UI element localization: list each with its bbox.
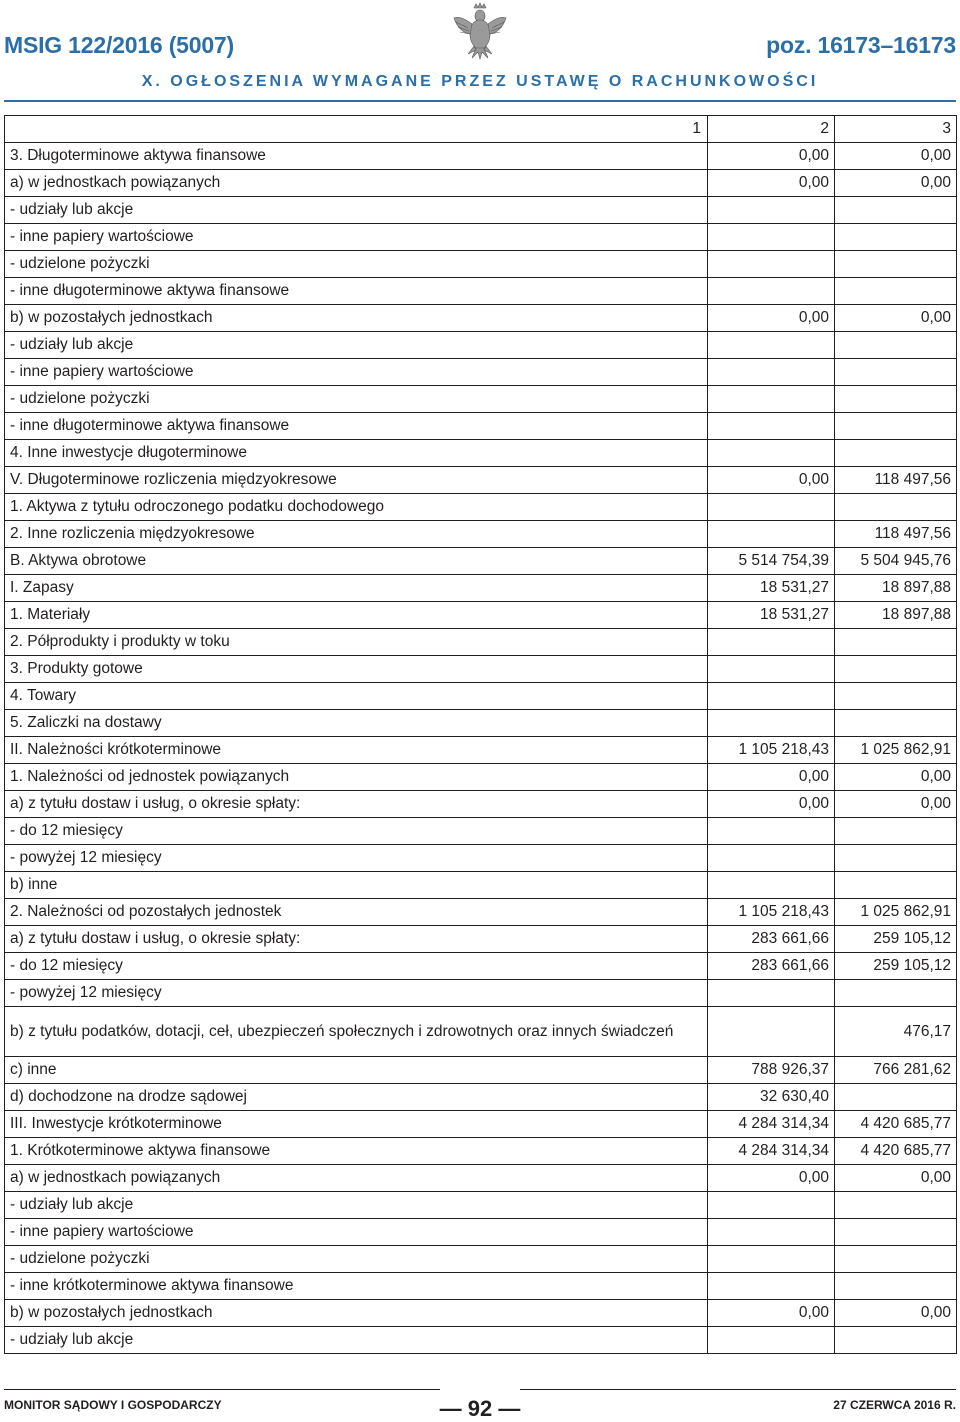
table-row xyxy=(5,305,957,332)
table-row xyxy=(5,1300,957,1327)
value-col-2 xyxy=(708,1327,835,1354)
issue-number: MSIG 122/2016 (5007) xyxy=(4,32,234,58)
value-col-3 xyxy=(835,278,957,305)
value-col-2: 788 926,37 xyxy=(708,1057,835,1084)
value-col-3: 5 504 945,76 xyxy=(835,548,957,575)
value-col-3: 0,00 xyxy=(835,764,957,791)
row-label: b) w pozostałych jednostkach xyxy=(5,1300,708,1327)
value-col-3 xyxy=(835,1246,957,1273)
position-number: poz. 16173–16173 xyxy=(766,32,956,58)
value-col-3: 118 497,56 xyxy=(835,521,957,548)
row-label: 3. Długoterminowe aktywa finansowe xyxy=(5,143,708,170)
value-col-3 xyxy=(835,197,957,224)
publication-date: 27 CZERWCA 2016 R. xyxy=(833,1398,956,1412)
row-label: a) z tytułu dostaw i usług, o okresie spłaty: xyxy=(5,791,708,818)
table-row xyxy=(5,224,957,251)
table-row xyxy=(5,899,957,926)
value-col-2: 0,00 xyxy=(708,170,835,197)
value-col-3: 18 897,88 xyxy=(835,575,957,602)
value-col-2 xyxy=(708,980,835,1007)
value-col-3: 0,00 xyxy=(835,143,957,170)
value-col-3: 476,17 xyxy=(835,1007,957,1057)
table-row xyxy=(5,548,957,575)
row-label: III. Inwestycje krótkoterminowe xyxy=(5,1111,708,1138)
value-col-3 xyxy=(835,332,957,359)
value-col-3 xyxy=(835,980,957,1007)
table-row xyxy=(5,764,957,791)
row-label: B. Aktywa obrotowe xyxy=(5,548,708,575)
row-label: - udzielone pożyczki xyxy=(5,1246,708,1273)
table-row xyxy=(5,1007,957,1057)
value-col-3: 1 025 862,91 xyxy=(835,899,957,926)
row-label: - do 12 miesięcy xyxy=(5,953,708,980)
value-col-2 xyxy=(708,440,835,467)
value-col-3: 0,00 xyxy=(835,305,957,332)
row-label: 1. Krótkoterminowe aktywa finansowe xyxy=(5,1138,708,1165)
value-col-3 xyxy=(835,494,957,521)
value-col-3 xyxy=(835,224,957,251)
row-label: II. Należności krótkoterminowe xyxy=(5,737,708,764)
table-row xyxy=(5,575,957,602)
value-col-2: 283 661,66 xyxy=(708,926,835,953)
value-col-2: 18 531,27 xyxy=(708,575,835,602)
row-label: 1. Materiały xyxy=(5,602,708,629)
value-col-3 xyxy=(835,359,957,386)
value-col-2: 0,00 xyxy=(708,305,835,332)
row-label: 3. Produkty gotowe xyxy=(5,656,708,683)
row-label: - powyżej 12 miesięcy xyxy=(5,980,708,1007)
row-label: 2. Inne rozliczenia międzyokresowe xyxy=(5,521,708,548)
value-col-2 xyxy=(708,845,835,872)
value-col-3: 4 420 685,77 xyxy=(835,1111,957,1138)
row-label: a) w jednostkach powiązanych xyxy=(5,1165,708,1192)
row-label: - powyżej 12 miesięcy xyxy=(5,845,708,872)
table-row xyxy=(5,1138,957,1165)
value-col-3: 259 105,12 xyxy=(835,926,957,953)
row-label: - udziały lub akcje xyxy=(5,1192,708,1219)
row-label: 1. Należności od jednostek powiązanych xyxy=(5,764,708,791)
table-row xyxy=(5,197,957,224)
value-col-3: 0,00 xyxy=(835,791,957,818)
polish-eagle-emblem-icon xyxy=(452,2,508,60)
table-row xyxy=(5,521,957,548)
table-header-row xyxy=(5,116,957,143)
row-label: a) w jednostkach powiązanych xyxy=(5,170,708,197)
row-label: b) inne xyxy=(5,872,708,899)
row-label: - inne papiery wartościowe xyxy=(5,1219,708,1246)
table-row xyxy=(5,332,957,359)
value-col-3: 259 105,12 xyxy=(835,953,957,980)
value-col-2: 0,00 xyxy=(708,143,835,170)
table-row xyxy=(5,926,957,953)
balance-sheet-table xyxy=(4,115,957,1354)
table-row xyxy=(5,494,957,521)
value-col-3 xyxy=(835,251,957,278)
table-row xyxy=(5,1327,957,1354)
row-label: - udzielone pożyczki xyxy=(5,386,708,413)
table-row xyxy=(5,1273,957,1300)
value-col-2: 0,00 xyxy=(708,1300,835,1327)
row-label: - udziały lub akcje xyxy=(5,197,708,224)
value-col-2 xyxy=(708,359,835,386)
value-col-3 xyxy=(835,845,957,872)
table-row xyxy=(5,818,957,845)
table-row xyxy=(5,845,957,872)
row-label: - inne papiery wartościowe xyxy=(5,224,708,251)
table-row xyxy=(5,737,957,764)
table-row xyxy=(5,386,957,413)
value-col-2 xyxy=(708,1273,835,1300)
value-col-2: 0,00 xyxy=(708,467,835,494)
table-row xyxy=(5,1192,957,1219)
value-col-3 xyxy=(835,1327,957,1354)
value-col-2 xyxy=(708,197,835,224)
value-col-2 xyxy=(708,656,835,683)
value-col-2: 283 661,66 xyxy=(708,953,835,980)
row-label: b) z tytułu podatków, dotacji, ceł, ubezpieczeń społecznych i zdrowotnych oraz innych świadczeń xyxy=(5,1007,708,1057)
row-label: - udziały lub akcje xyxy=(5,332,708,359)
table-row xyxy=(5,413,957,440)
table-row xyxy=(5,143,957,170)
value-col-2 xyxy=(708,494,835,521)
value-col-3 xyxy=(835,656,957,683)
row-label: d) dochodzone na drodze sądowej xyxy=(5,1084,708,1111)
value-col-2: 4 284 314,34 xyxy=(708,1138,835,1165)
value-col-3: 118 497,56 xyxy=(835,467,957,494)
publisher-name: MONITOR SĄDOWY I GOSPODARCZY xyxy=(4,1398,222,1412)
value-col-2 xyxy=(708,278,835,305)
value-col-2: 0,00 xyxy=(708,764,835,791)
value-col-3: 0,00 xyxy=(835,1300,957,1327)
value-col-3 xyxy=(835,1219,957,1246)
value-col-3 xyxy=(835,413,957,440)
column-header: 3 xyxy=(835,116,957,143)
row-label: - inne papiery wartościowe xyxy=(5,359,708,386)
table-row xyxy=(5,1165,957,1192)
value-col-3 xyxy=(835,1273,957,1300)
value-col-3 xyxy=(835,710,957,737)
column-header: 1 xyxy=(5,116,708,143)
row-label: c) inne xyxy=(5,1057,708,1084)
value-col-2: 1 105 218,43 xyxy=(708,899,835,926)
table-row xyxy=(5,791,957,818)
table-row xyxy=(5,170,957,197)
value-col-3 xyxy=(835,1084,957,1111)
value-col-2 xyxy=(708,413,835,440)
section-title: X. OGŁOSZENIA WYMAGANE PRZEZ USTAWĘ O RACHUNKOWOŚCI xyxy=(141,73,819,90)
table-row xyxy=(5,1111,957,1138)
column-header: 2 xyxy=(708,116,835,143)
value-col-3 xyxy=(835,872,957,899)
balance-sheet-body xyxy=(5,116,957,1354)
value-col-2 xyxy=(708,386,835,413)
value-col-3 xyxy=(835,1192,957,1219)
table-row xyxy=(5,710,957,737)
value-col-2 xyxy=(708,224,835,251)
table-row xyxy=(5,251,957,278)
value-col-2: 4 284 314,34 xyxy=(708,1111,835,1138)
row-label: - udziały lub akcje xyxy=(5,1327,708,1354)
row-label: 4. Inne inwestycje długoterminowe xyxy=(5,440,708,467)
table-row xyxy=(5,953,957,980)
value-col-3: 0,00 xyxy=(835,170,957,197)
value-col-3: 4 420 685,77 xyxy=(835,1138,957,1165)
row-label: b) w pozostałych jednostkach xyxy=(5,305,708,332)
value-col-2 xyxy=(708,251,835,278)
row-label: 2. Należności od pozostałych jednostek xyxy=(5,899,708,926)
value-col-3 xyxy=(835,818,957,845)
page-number: — 92 — xyxy=(439,1396,521,1421)
footer-rule-right xyxy=(520,1389,956,1390)
row-label: 5. Zaliczki na dostawy xyxy=(5,710,708,737)
table-row xyxy=(5,683,957,710)
value-col-2 xyxy=(708,1007,835,1057)
table-row xyxy=(5,980,957,1007)
value-col-3 xyxy=(835,683,957,710)
value-col-2 xyxy=(708,332,835,359)
row-label: V. Długoterminowe rozliczenia międzyokresowe xyxy=(5,467,708,494)
value-col-2 xyxy=(708,1219,835,1246)
row-label: 1. Aktywa z tytułu odroczonego podatku dochodowego xyxy=(5,494,708,521)
row-label: - inne krótkoterminowe aktywa finansowe xyxy=(5,1273,708,1300)
row-label: - inne długoterminowe aktywa finansowe xyxy=(5,413,708,440)
header-rule xyxy=(4,100,956,102)
value-col-3: 766 281,62 xyxy=(835,1057,957,1084)
table-row xyxy=(5,1057,957,1084)
table-row xyxy=(5,359,957,386)
table-row xyxy=(5,656,957,683)
table-row xyxy=(5,467,957,494)
footer-rule-left xyxy=(4,1389,440,1390)
value-col-2 xyxy=(708,818,835,845)
value-col-2: 0,00 xyxy=(708,791,835,818)
page-number-value: 92 xyxy=(467,1396,493,1421)
table-row xyxy=(5,602,957,629)
value-col-2 xyxy=(708,1246,835,1273)
value-col-2: 18 531,27 xyxy=(708,602,835,629)
value-col-2 xyxy=(708,710,835,737)
value-col-2: 0,00 xyxy=(708,1165,835,1192)
table-row xyxy=(5,1219,957,1246)
row-label: 2. Półprodukty i produkty w toku xyxy=(5,629,708,656)
value-col-2 xyxy=(708,683,835,710)
value-col-2: 1 105 218,43 xyxy=(708,737,835,764)
table-row xyxy=(5,1246,957,1273)
table-row xyxy=(5,872,957,899)
row-label: - do 12 miesięcy xyxy=(5,818,708,845)
value-col-3: 1 025 862,91 xyxy=(835,737,957,764)
value-col-3: 0,00 xyxy=(835,1165,957,1192)
table-row xyxy=(5,629,957,656)
row-label: I. Zapasy xyxy=(5,575,708,602)
table-row xyxy=(5,278,957,305)
row-label: 4. Towary xyxy=(5,683,708,710)
row-label: a) z tytułu dostaw i usług, o okresie spłaty: xyxy=(5,926,708,953)
value-col-2 xyxy=(708,521,835,548)
value-col-3: 18 897,88 xyxy=(835,602,957,629)
value-col-3 xyxy=(835,386,957,413)
value-col-3 xyxy=(835,440,957,467)
value-col-2 xyxy=(708,872,835,899)
row-label: - inne długoterminowe aktywa finansowe xyxy=(5,278,708,305)
table-row xyxy=(5,1084,957,1111)
table-row xyxy=(5,440,957,467)
value-col-2 xyxy=(708,1192,835,1219)
value-col-2 xyxy=(708,629,835,656)
value-col-2: 5 514 754,39 xyxy=(708,548,835,575)
value-col-3 xyxy=(835,629,957,656)
row-label: - udzielone pożyczki xyxy=(5,251,708,278)
value-col-2: 32 630,40 xyxy=(708,1084,835,1111)
